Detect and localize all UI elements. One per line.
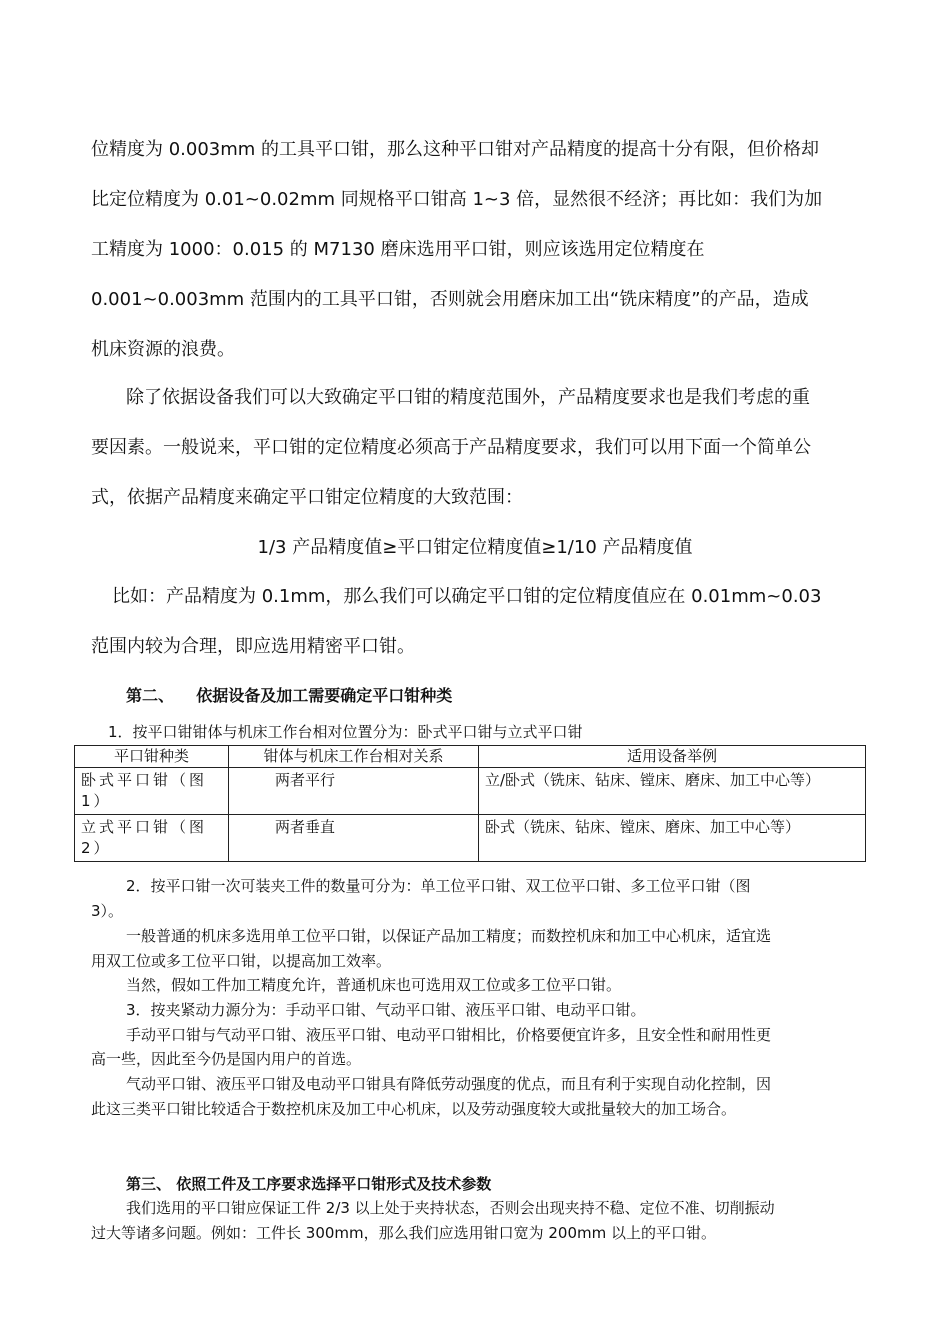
table-header: 平口钳种类	[75, 746, 229, 768]
paragraph-line: 此这三类平口钳比较适合于数控机床及加工中心机床，以及劳动强度较大或批量较大的加工场合。	[91, 1100, 737, 1118]
table-header: 适用设备举例	[479, 746, 866, 768]
paragraph-line: 位精度为 0.003mm 的工具平口钳，那么这种平口钳对产品精度的提高十分有限，但价格却	[91, 139, 820, 160]
paragraph-line: 一般普通的机床多选用单工位平口钳，以保证产品加工精度；而数控机床和加工中心机床，适宜选	[126, 927, 772, 945]
table-header: 钳体与机床工作台相对关系	[229, 746, 479, 768]
paragraph-line: 除了依据设备我们可以大致确定平口钳的精度范围外，产品精度要求也是我们考虑的重	[126, 387, 810, 408]
table-cell: 立/卧式（铣床、钻床、镗床、磨床、加工中心等）	[479, 768, 866, 815]
table-cell: 两者平行	[229, 768, 479, 815]
paragraph-line: 机床资源的浪费。	[91, 339, 235, 360]
paragraph-line: 高一些，因此至今仍是国内用户的首选。	[91, 1050, 362, 1068]
vise-type-table	[74, 745, 866, 862]
list-item: 2．按平口钳一次可装夹工件的数量可分为：单工位平口钳、双工位平口钳、多工位平口钳（图	[126, 877, 751, 895]
list-item: 3）。	[91, 902, 124, 920]
paragraph-line: 式，依据产品精度来确定平口钳定位精度的大致范围：	[91, 487, 523, 508]
paragraph-line: 我们选用的平口钳应保证工件 2/3 以上处于夹持状态，否则会出现夹持不稳、定位不准、切削振动	[126, 1199, 775, 1217]
table-cell: 卧式（铣床、钻床、镗床、磨床、加工中心等）	[479, 815, 866, 862]
table-cell: 立式平口钳（图2）	[75, 815, 229, 862]
paragraph-line: 手动平口钳与气动平口钳、液压平口钳、电动平口钳相比，价格要便宜许多，且安全性和耐用性更	[126, 1026, 772, 1044]
paragraph-line: 范围内较为合理，即应选用精密平口钳。	[91, 636, 415, 657]
paragraph-line: 过大等诸多问题。例如：工件长 300mm，那么我们应选用钳口宽为 200mm 以上的平口钳。	[91, 1224, 717, 1242]
list-item: 3．按夹紧动力源分为：手动平口钳、气动平口钳、液压平口钳、电动平口钳。	[126, 1001, 646, 1019]
table-header-row	[75, 746, 866, 768]
paragraph-line: 比如：产品精度为 0.1mm，那么我们可以确定平口钳的定位精度值应在 0.01mm~0.03	[112, 586, 822, 607]
section-heading: 第二、 依据设备及加工需要确定平口钳种类	[126, 686, 453, 705]
table-cell: 卧式平口钳（图1）	[75, 768, 229, 815]
paragraph-line: 气动平口钳、液压平口钳及电动平口钳具有降低劳动强度的优点，而且有利于实现自动化控制，因	[126, 1075, 772, 1093]
paragraph-line: 当然，假如工件加工精度允许，普通机床也可选用双工位或多工位平口钳。	[126, 976, 622, 994]
table-row	[75, 815, 866, 862]
formula: 1/3 产品精度值≥平口钳定位精度值≥1/10 产品精度值	[257, 537, 693, 558]
section-heading: 第三、 依照工件及工序要求选择平口钳形式及技术参数	[126, 1175, 492, 1193]
paragraph-line: 工精度为 1000：0.015 的 M7130 磨床选用平口钳，则应该选用定位精度在	[91, 239, 705, 260]
paragraph-line: 用双工位或多工位平口钳，以提高加工效率。	[91, 952, 392, 970]
table-cell: 两者垂直	[229, 815, 479, 862]
list-item: 1．按平口钳钳体与机床工作台相对位置分为：卧式平口钳与立式平口钳	[108, 723, 583, 741]
paragraph-line: 比定位精度为 0.01~0.02mm 同规格平口钳高 1~3 倍，显然很不经济；再比如：我们为加	[91, 189, 823, 210]
paragraph-line: 0.001~0.003mm 范围内的工具平口钳，否则就会用磨床加工出“铣床精度”的产品，造成	[91, 289, 809, 310]
paragraph-line: 要因素。一般说来，平口钳的定位精度必须高于产品精度要求，我们可以用下面一个简单公	[91, 437, 811, 458]
table-row	[75, 768, 866, 815]
